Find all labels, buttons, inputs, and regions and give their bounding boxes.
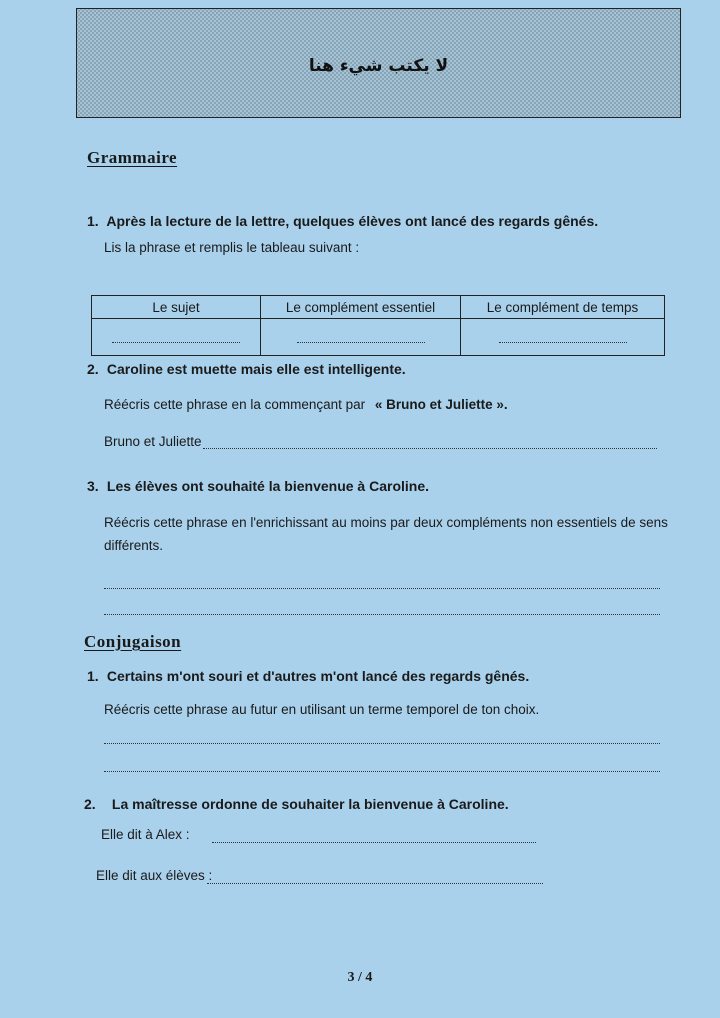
- grammaire-q2-instruction-prefix: Réécris cette phrase en la commençant par: [104, 397, 366, 412]
- do-not-write-box: [76, 8, 681, 118]
- do-not-write-label: لا يكتب شيء هنا: [308, 56, 449, 76]
- table-header-complement-temps: Le complément de temps: [461, 296, 665, 319]
- conjugaison-q2-number: 2.: [84, 796, 96, 812]
- table-answer-complement-temps[interactable]: [461, 319, 665, 356]
- table-answer-complement-essentiel[interactable]: [261, 319, 461, 356]
- conjugaison-q2-answer2-prefix: Elle dit aux élèves :: [96, 868, 213, 883]
- grammaire-q3: [87, 478, 429, 494]
- conjugaison-q1-number: 1.: [87, 668, 99, 684]
- grammaire-q3-instruction-line1: Réécris cette phrase en l'enrichissant au moins par deux compléments non essentiels de sens: [104, 515, 668, 530]
- grammaire-table: [91, 295, 665, 356]
- grammaire-q2-instruction-quote: « Bruno et Juliette ».: [374, 397, 508, 412]
- conjugaison-q1-instruction: Réécris cette phrase au futur en utilisant un terme temporel de ton choix.: [104, 702, 540, 717]
- grammaire-q3-instruction-line2: différents.: [104, 538, 164, 553]
- grammaire-q3-answer-line-2[interactable]: [104, 614, 660, 615]
- grammaire-q2-answer-prefix: Bruno et Juliette: [104, 434, 202, 449]
- grammaire-q3-text: Les élèves ont souhaité la bienvenue à Caroline.: [106, 478, 429, 494]
- grammaire-q3-number: 3.: [87, 478, 99, 494]
- grammaire-q1: [87, 213, 598, 229]
- grammaire-q2-number: 2.: [87, 361, 99, 377]
- page-number: 3 / 4: [347, 970, 373, 985]
- grammaire-q2-text: Caroline est muette mais elle est intelligente.: [106, 361, 406, 377]
- conjugaison-title: Conjugaison: [84, 632, 182, 651]
- conjugaison-q1: [87, 668, 529, 684]
- grammaire-q2-answer-line[interactable]: [203, 448, 657, 449]
- table-header-complement-essentiel: Le complément essentiel: [261, 296, 461, 319]
- grammaire-q1-instruction: Lis la phrase et remplis le tableau suivant :: [104, 240, 360, 255]
- table-header-sujet: Le sujet: [92, 296, 261, 319]
- conjugaison-q1-answer-line-1[interactable]: [104, 743, 660, 744]
- conjugaison-q1-text: Certains m'ont souri et d'autres m'ont lancé des regards gênés.: [106, 668, 530, 684]
- grammaire-q2: [87, 361, 406, 377]
- conjugaison-q2-answer1-prefix: Elle dit à Alex :: [101, 827, 190, 842]
- table-answer-sujet[interactable]: [92, 319, 261, 356]
- grammaire-q1-number: 1.: [87, 213, 99, 229]
- grammaire-q3-answer-line-1[interactable]: [104, 588, 660, 589]
- grammaire-q1-text: Après la lecture de la lettre, quelques élèves ont lancé des regards gênés.: [106, 213, 599, 229]
- grammaire-q2-instruction: [104, 397, 508, 412]
- conjugaison-q2: [84, 796, 509, 812]
- grammaire-title: Grammaire: [87, 148, 178, 167]
- conjugaison-q2-answer1-line[interactable]: [212, 842, 536, 843]
- conjugaison-q2-text: La maîtresse ordonne de souhaiter la bienvenue à Caroline.: [111, 796, 509, 812]
- conjugaison-q2-answer2-line[interactable]: [207, 883, 543, 884]
- conjugaison-q1-answer-line-2[interactable]: [104, 771, 660, 772]
